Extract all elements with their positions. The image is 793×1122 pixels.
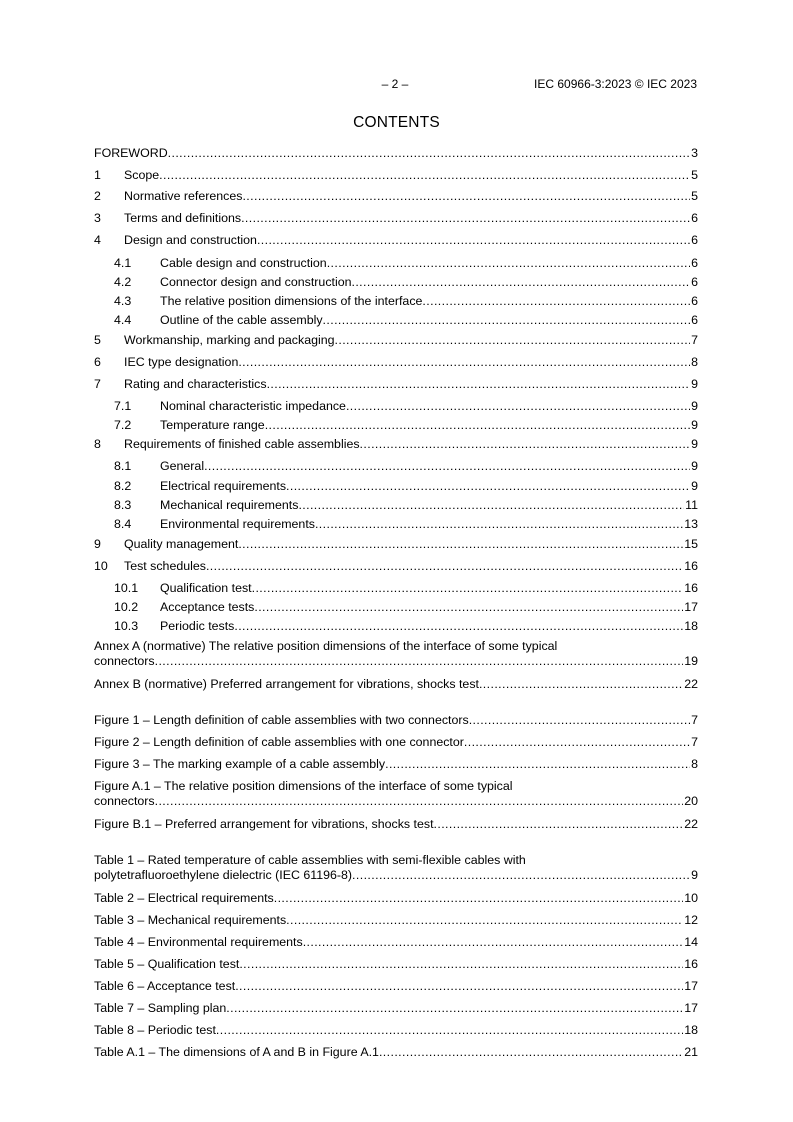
toc-entry-page: 19 — [684, 654, 698, 668]
toc-entry-number: 3 — [94, 211, 101, 225]
toc-entry-page: 9 — [691, 418, 698, 432]
toc-entry[interactable] — [94, 294, 698, 309]
toc-entry-label: Temperature range — [160, 418, 265, 432]
toc-entry-page: 20 — [684, 794, 698, 808]
toc-entry-page: 22 — [684, 817, 698, 831]
dot-leader — [274, 891, 683, 906]
toc-entry-page: 8 — [691, 355, 698, 369]
toc-entry-page: 16 — [684, 581, 698, 595]
toc-entry-page: 9 — [691, 868, 698, 882]
toc-entry-label: Design and construction — [124, 233, 257, 247]
toc-entry-number: 8.2 — [114, 479, 132, 493]
toc-entry-line — [94, 517, 698, 532]
toc-entry-line — [94, 437, 698, 452]
toc-entry[interactable] — [94, 559, 698, 574]
toc-entry-label: Nominal characteristic impedance — [160, 399, 346, 413]
dot-leader — [254, 600, 683, 615]
toc-entry-page: 17 — [684, 979, 698, 993]
toc-entry-label: Table A.1 – The dimensions of A and B in Figure A.1 — [94, 1045, 379, 1059]
dot-leader — [267, 377, 691, 392]
toc-entry-label: Electrical requirements — [160, 479, 287, 493]
dot-leader — [315, 517, 683, 532]
toc-entry-number: 10.1 — [114, 581, 139, 595]
toc-entry-line — [94, 233, 698, 248]
dot-leader — [385, 757, 690, 772]
dot-leader — [360, 437, 691, 452]
toc-entry-line — [94, 399, 698, 414]
toc-entry-line — [94, 333, 698, 348]
dot-leader — [234, 619, 683, 634]
toc-entry[interactable] — [94, 619, 698, 634]
toc-entry-line — [94, 146, 698, 161]
toc-entry[interactable] — [94, 853, 698, 883]
dot-leader — [464, 735, 690, 750]
toc-entry-label-line1: Annex A (normative) The relative position dimensions of the interface of some typical — [94, 639, 558, 653]
toc-entry-line — [94, 418, 698, 433]
toc-entry-label: Qualification test — [160, 581, 252, 595]
toc-entry-line — [94, 957, 698, 972]
toc-entry-line — [94, 913, 698, 928]
toc-entry-line — [94, 168, 698, 183]
toc-entry-label: Mechanical requirements — [160, 498, 299, 512]
toc-entry-line — [94, 294, 698, 309]
toc-entry-number: 8.1 — [114, 459, 132, 473]
toc-entry-page: 12 — [684, 913, 698, 927]
toc-entry[interactable] — [94, 437, 698, 452]
toc-entry[interactable] — [94, 779, 698, 809]
toc-entry-line — [94, 619, 698, 634]
toc-entry-number: 9 — [94, 537, 101, 551]
dot-leader — [352, 275, 691, 290]
toc-entry-page: 5 — [691, 189, 698, 203]
dot-leader — [479, 677, 683, 692]
toc-entry-number: 1 — [94, 168, 101, 182]
toc-entry-label: polytetrafluoroethylene dielectric (IEC 61196-8) — [94, 868, 353, 882]
toc-entry-line — [94, 1023, 698, 1038]
dot-leader — [155, 654, 684, 669]
dot-leader — [235, 979, 683, 994]
toc-entry-number: 4.2 — [114, 275, 132, 289]
toc-entry-line — [94, 377, 698, 392]
toc-entry-page: 17 — [684, 600, 698, 614]
dot-leader — [323, 313, 691, 328]
toc-entry-page: 6 — [691, 294, 698, 308]
toc-entry-label: FOREWORD — [94, 146, 168, 160]
toc-entry-label: Environmental requirements — [160, 517, 315, 531]
standard-reference: IEC 60966-3:2023 © IEC 2023 — [534, 77, 697, 91]
toc-entry-label: Scope — [124, 168, 160, 182]
dot-leader — [239, 957, 683, 972]
toc-entry-label: Outline of the cable assembly — [160, 313, 323, 327]
dot-leader — [238, 537, 683, 552]
toc-entry-line — [94, 275, 698, 290]
toc-entry-number: 10.2 — [114, 600, 139, 614]
toc-entry-page: 16 — [684, 559, 698, 573]
toc-entry[interactable] — [94, 211, 698, 226]
toc-entry-page: 6 — [691, 256, 698, 270]
dot-leader — [298, 498, 684, 513]
toc-entry[interactable] — [94, 757, 698, 772]
toc-entry[interactable] — [94, 333, 698, 348]
toc-entry-line — [94, 211, 698, 226]
toc-entry-page: 15 — [684, 537, 698, 551]
toc-entry[interactable] — [94, 355, 698, 370]
dot-leader — [434, 817, 684, 832]
toc-entry-page: 9 — [691, 437, 698, 451]
toc-entry[interactable] — [94, 581, 698, 596]
toc-entry-number: 4.4 — [114, 313, 132, 327]
dot-leader — [379, 1045, 683, 1060]
toc-entry-line — [94, 581, 698, 596]
toc-entry-label: Requirements of finished cable assemblies — [124, 437, 360, 451]
toc-entry[interactable] — [94, 459, 698, 474]
toc-entry-page: 14 — [684, 935, 698, 949]
toc-entry-page: 21 — [684, 1045, 698, 1059]
toc-entry-line — [94, 498, 698, 513]
dot-leader — [252, 581, 684, 596]
dot-leader — [241, 211, 690, 226]
toc-entry-label: Cable design and construction — [160, 256, 327, 270]
toc-entry-label: General — [160, 459, 205, 473]
dot-leader — [168, 146, 690, 161]
toc-entry[interactable] — [94, 168, 698, 183]
toc-entry-line — [94, 189, 698, 204]
toc-entry[interactable] — [94, 957, 698, 972]
toc-entry[interactable] — [94, 313, 698, 328]
toc-entry-page: 9 — [691, 399, 698, 413]
toc-entry-page: 16 — [684, 957, 698, 971]
toc-entry-line — [94, 355, 698, 370]
toc-entry-page: 22 — [684, 677, 698, 691]
toc-entry-line — [94, 979, 698, 994]
toc-entry[interactable] — [94, 600, 698, 615]
toc-entry-page: 17 — [684, 1001, 698, 1015]
toc-entry[interactable] — [94, 498, 698, 513]
dot-leader — [257, 233, 690, 248]
dot-leader — [206, 559, 683, 574]
toc-entry-number: 2 — [94, 189, 101, 203]
toc-entry[interactable] — [94, 418, 698, 433]
toc-entry-number: 6 — [94, 355, 101, 369]
toc-entry-line — [94, 559, 698, 574]
toc-entry-label: Test schedules — [124, 559, 206, 573]
toc-entry-page: 18 — [684, 1023, 698, 1037]
toc-entry-line — [94, 735, 698, 750]
toc-entry[interactable] — [94, 1045, 698, 1060]
toc-entry[interactable] — [94, 517, 698, 532]
toc-entry-line — [94, 654, 698, 669]
toc-entry-line — [94, 794, 698, 809]
toc-entry-number: 5 — [94, 333, 101, 347]
toc-entry-label: Annex B (normative) Preferred arrangement for vibrations, shocks test — [94, 677, 479, 691]
toc-entry-line — [94, 600, 698, 615]
toc-entry-line — [94, 479, 698, 494]
toc-entry-line — [94, 313, 698, 328]
toc-entry-number: 4 — [94, 233, 101, 247]
toc-entry-label: Terms and definitions — [124, 211, 242, 225]
dot-leader — [335, 333, 691, 348]
toc-entry-line — [94, 817, 698, 832]
toc-entry-number: 8 — [94, 437, 101, 451]
toc-entry-page: 9 — [691, 377, 698, 391]
dot-leader — [346, 399, 690, 414]
toc-entry-page: 6 — [691, 275, 698, 289]
toc-entry[interactable] — [94, 639, 698, 669]
toc-entry-number: 8.3 — [114, 498, 132, 512]
toc-entry-page: 7 — [691, 713, 698, 727]
toc-entry-number: 7.1 — [114, 399, 132, 413]
toc-entry-label: connectors — [94, 794, 155, 808]
toc-entry-line — [94, 256, 698, 271]
toc-entry[interactable] — [94, 891, 698, 906]
toc-entry-label: Rating and characteristics — [124, 377, 267, 391]
toc-entry-number: 4.1 — [114, 256, 132, 270]
toc-entry[interactable] — [94, 479, 698, 494]
toc-entry-page: 10 — [684, 891, 698, 905]
toc-entry-number: 10.3 — [114, 619, 139, 633]
toc-entry-line — [94, 868, 698, 883]
dot-leader — [242, 189, 690, 204]
page-number: – 2 – — [381, 77, 409, 91]
dot-leader — [303, 935, 684, 950]
toc-entry-number: 10 — [94, 559, 108, 573]
contents-title: CONTENTS — [353, 114, 440, 131]
dot-leader — [286, 913, 683, 928]
toc-entry-page: 9 — [691, 459, 698, 473]
toc-entry[interactable] — [94, 1001, 698, 1016]
toc-entry-label: Table 8 – Periodic test — [94, 1023, 216, 1037]
toc-entry-label: The relative position dimensions of the interface — [160, 294, 423, 308]
dot-leader — [204, 459, 690, 474]
toc-entry[interactable] — [94, 935, 698, 950]
toc-entry-line — [94, 757, 698, 772]
toc-entry-label-line1: Table 1 – Rated temperature of cable assemblies with semi-flexible cables with — [94, 853, 526, 867]
toc-entry-label: Figure 3 – The marking example of a cable assembly — [94, 757, 386, 771]
toc-entry-line — [94, 459, 698, 474]
toc-entry-label: Table 7 – Sampling plan — [94, 1001, 227, 1015]
toc-entry[interactable] — [94, 979, 698, 994]
toc-entry[interactable] — [94, 537, 698, 552]
toc-entry-line — [94, 935, 698, 950]
toc-entry[interactable] — [94, 817, 698, 832]
toc-entry-label: connectors — [94, 654, 155, 668]
toc-entry[interactable] — [94, 275, 698, 290]
toc-entry-page: 6 — [691, 211, 698, 225]
toc-entry-label: Table 6 – Acceptance test — [94, 979, 236, 993]
toc-entry-page: 9 — [691, 479, 698, 493]
toc-entry-label: Table 2 – Electrical requirements — [94, 891, 274, 905]
toc-entry-page: 11 — [685, 498, 698, 512]
dot-leader — [155, 794, 684, 809]
dot-leader — [469, 713, 690, 728]
toc-entry-label: Workmanship, marking and packaging — [124, 333, 335, 347]
toc-entry[interactable] — [94, 146, 698, 161]
toc-entry-label: Normative references — [124, 189, 243, 203]
toc-entry-line — [94, 537, 698, 552]
toc-entry-line — [94, 891, 698, 906]
toc-entry-number: 7.2 — [114, 418, 132, 432]
toc-entry[interactable] — [94, 713, 698, 728]
toc-entry-line — [94, 1001, 698, 1016]
dot-leader — [265, 418, 690, 433]
toc-entry-number: 7 — [94, 377, 101, 391]
dot-leader — [159, 168, 690, 183]
dot-leader — [216, 1023, 683, 1038]
toc-entry-line — [94, 713, 698, 728]
dot-leader — [327, 256, 690, 271]
toc-entry[interactable] — [94, 189, 698, 204]
dot-leader — [286, 479, 690, 494]
toc-entry[interactable] — [94, 256, 698, 271]
toc-entry-line — [94, 677, 698, 692]
toc-entry-page: 6 — [691, 233, 698, 247]
toc-entry-page: 3 — [691, 146, 698, 160]
toc-entry-label: Figure 1 – Length definition of cable assemblies with two connectors — [94, 713, 469, 727]
toc-entry-label: Table 5 – Qualification test — [94, 957, 240, 971]
toc-entry-page: 7 — [691, 735, 698, 749]
toc-entry-line — [94, 1045, 698, 1060]
dot-leader — [422, 294, 690, 309]
toc-entry-label: Figure 2 – Length definition of cable assemblies with one connector — [94, 735, 464, 749]
toc-entry[interactable] — [94, 1023, 698, 1038]
dot-leader — [238, 355, 690, 370]
toc-entry[interactable] — [94, 913, 698, 928]
toc-entry-label: Table 3 – Mechanical requirements — [94, 913, 287, 927]
toc-entry-label: IEC type designation — [124, 355, 239, 369]
toc-entry[interactable] — [94, 377, 698, 392]
toc-entry-label: Table 4 – Environmental requirements — [94, 935, 303, 949]
toc-entry-label: Periodic tests — [160, 619, 235, 633]
toc-entry-page: 6 — [691, 313, 698, 327]
toc-entry[interactable] — [94, 735, 698, 750]
dot-leader — [226, 1001, 683, 1016]
toc-entry-label: Connector design and construction — [160, 275, 352, 289]
toc-entry-page: 18 — [684, 619, 698, 633]
toc-entry-label: Figure B.1 – Preferred arrangement for vibrations, shocks test — [94, 817, 434, 831]
toc-entry[interactable] — [94, 677, 698, 692]
dot-leader — [352, 868, 690, 883]
toc-entry-label: Acceptance tests — [160, 600, 255, 614]
toc-entry-number: 4.3 — [114, 294, 132, 308]
toc-entry-page: 5 — [691, 168, 698, 182]
toc-entry-label-line1: Figure A.1 – The relative position dimensions of the interface of some typical — [94, 779, 513, 793]
toc-entry[interactable] — [94, 233, 698, 248]
toc-entry-label: Quality management — [124, 537, 239, 551]
toc-entry-number: 8.4 — [114, 517, 132, 531]
toc-entry[interactable] — [94, 399, 698, 414]
toc-entry-page: 7 — [691, 333, 698, 347]
toc-entry-page: 13 — [684, 517, 698, 531]
toc-entry-page: 8 — [691, 757, 698, 771]
